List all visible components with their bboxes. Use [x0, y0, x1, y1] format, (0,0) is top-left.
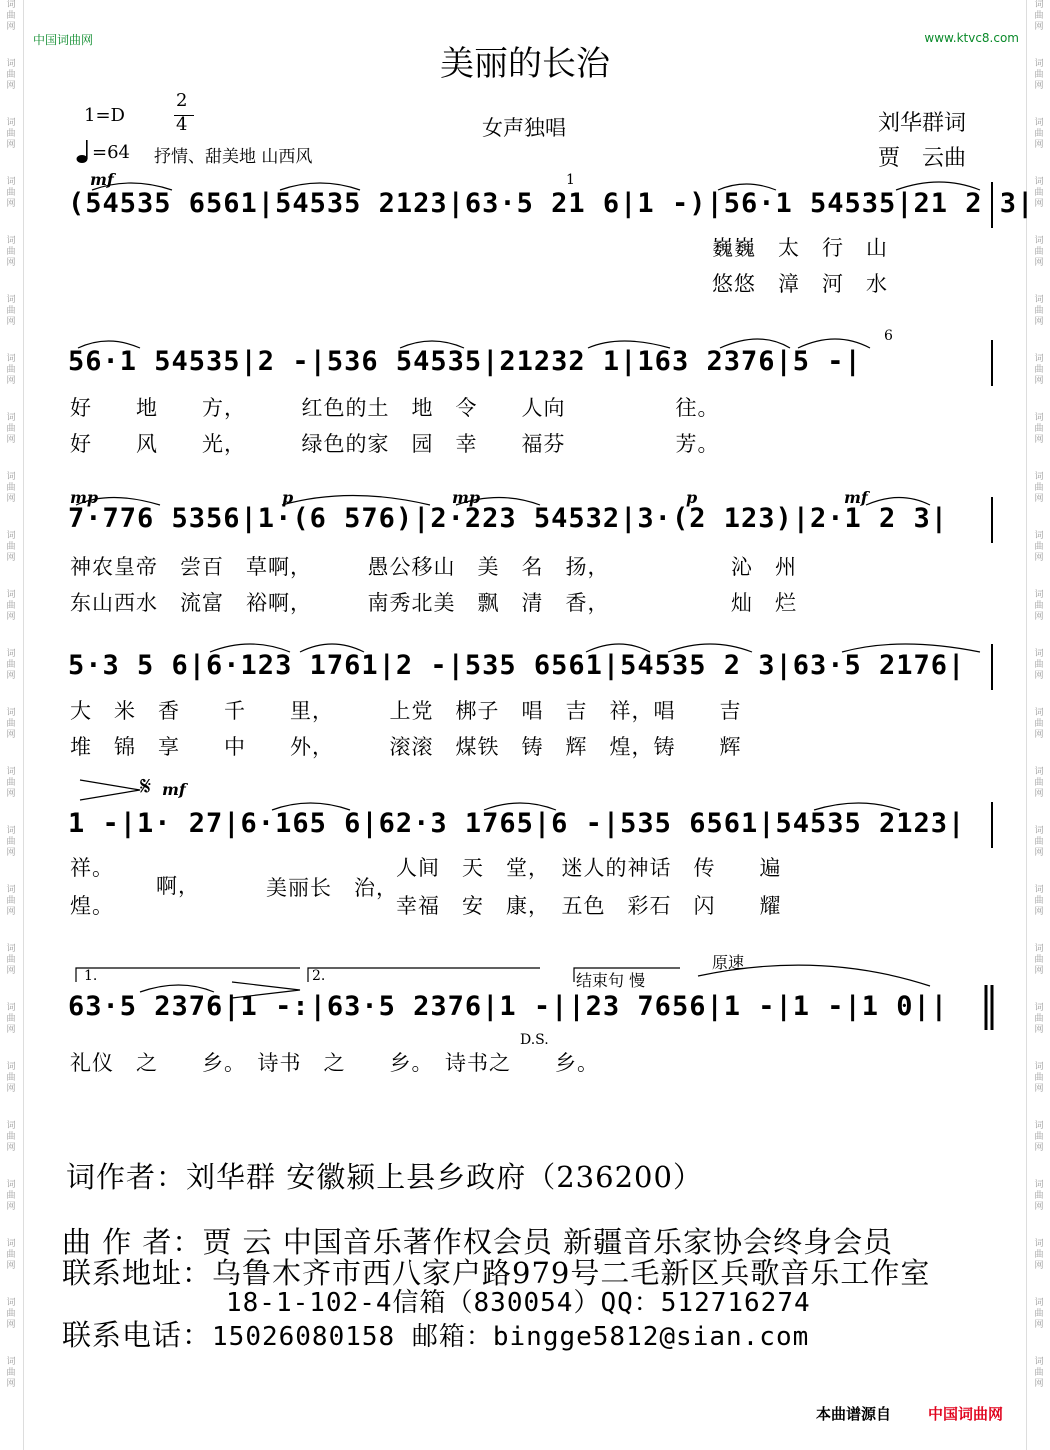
watermark-glyph: 词 曲 网 [6, 708, 16, 740]
notes-line-2: 56·1 54535|2 -|536 54535|21232 1|163 2376|5 -| [68, 346, 862, 377]
lyric-verse-1: 巍巍 太 行 山 [712, 236, 888, 260]
style-marking: 抒情、甜美地 山西风 [154, 147, 313, 167]
performance-type: 女声独唱 [482, 116, 566, 140]
lyric-verse-2: 东山西水 流富 裕啊， 南秀北美 飘 清 香， 灿 烂 [70, 591, 797, 615]
segno-icon: 𝄋 [140, 772, 152, 802]
tempo-marking: =64 [92, 142, 130, 163]
lyric-verse-2: 堆 锦 享 中 外， 滚滚 煤铁 铸 辉 煌，铸 辉 [70, 735, 742, 759]
watermark-glyph: 词 曲 网 [6, 472, 16, 504]
dynamic-mark: p [282, 488, 294, 507]
source-label: 本曲谱源自 [816, 1405, 892, 1423]
lyricist-info: 刘华群 安徽颍上县乡政府（236200） [186, 1160, 703, 1194]
notes-line-6: 63·5 2376|1 -:|63·5 2376|1 -||23 7656|1 -|1 -|1 0|| [68, 991, 949, 1022]
watermark-glyph: 词 曲 网 [1034, 59, 1044, 91]
watermark-glyph: 词 曲 网 [6, 354, 16, 386]
watermark-glyph: 词 曲 网 [1034, 885, 1044, 917]
watermark-glyph: 词 曲 网 [1034, 0, 1044, 32]
lyric-refrain-changzhi: 美丽长 治， [266, 876, 398, 900]
watermark-glyph: 词 曲 网 [6, 1239, 16, 1271]
watermark-glyph: 词 曲 网 [1034, 944, 1044, 976]
quarter-note-icon [76, 140, 90, 168]
ending-phrase-mark: 结束句 慢 [576, 971, 646, 990]
lyric-line-6: 礼仪 之 乡。 诗书 之 乡。 诗书之 乡。 [70, 1051, 599, 1075]
site-link-right[interactable]: www.ktvc8.com [924, 31, 1019, 45]
lyric-verse-1: 大 米 香 千 里， 上党 梆子 唱 吉 祥，唱 吉 [70, 699, 742, 723]
watermark-glyph: 词 曲 网 [6, 826, 16, 858]
composer-credit: 贾 云曲 [878, 146, 967, 171]
composer-label: 曲 作 者： [62, 1225, 203, 1259]
watermark-glyph: 词 曲 网 [1034, 354, 1044, 386]
watermark-glyph: 词 曲 网 [1034, 531, 1044, 563]
watermark-glyph: 词 曲 网 [6, 1180, 16, 1212]
song-title: 美丽的长治 [440, 44, 610, 84]
grace-note-mark: 6 [884, 328, 893, 344]
composer-info: 贾 云 中国音乐著作权会员 新疆音乐家协会终身会员 [202, 1225, 894, 1259]
dal-segno-mark: D.S. [520, 1032, 549, 1048]
watermark-glyph: 词 曲 网 [6, 0, 16, 32]
volta-2-label: 2. [312, 968, 326, 984]
address-label: 联系地址： [62, 1256, 213, 1290]
watermark-glyph: 词 曲 网 [6, 1062, 16, 1094]
lyricist-info-row [66, 1155, 703, 1196]
watermark-glyph: 词 曲 网 [6, 59, 16, 91]
lyric-verse-1: 人间 天 堂， 迷人的神话 传 遍 [396, 856, 782, 880]
lyric-verse-2: 煌。 [70, 894, 114, 918]
watermark-glyph: 词 曲 网 [1034, 295, 1044, 327]
phone-label: 联系电话： [62, 1318, 213, 1352]
watermark-glyph: 词 曲 网 [1034, 649, 1044, 681]
watermark-glyph: 词 曲 网 [6, 1357, 16, 1389]
lyric-verse-1: 好 地 方， 红色的土 地 令 人向 往。 [70, 396, 720, 420]
grace-note-mark: 1 [566, 172, 575, 188]
lyricist-credit: 刘华群词 [878, 111, 967, 136]
watermark-glyph: 词 曲 网 [6, 1003, 16, 1035]
lyric-refrain-ah: 啊， [156, 874, 200, 898]
lyric-verse-2: 悠悠 漳 河 水 [712, 272, 888, 296]
lyric-verse-1: 神农皇帝 尝百 草啊， 愚公移山 美 名 扬， 沁 州 [70, 555, 797, 579]
notes-line-1: (54535 6561|54535 2123|63·5 21 6|1 -)|56·1 54535|21 2 3| [68, 188, 1035, 219]
watermark-glyph: 词 曲 网 [1034, 1062, 1044, 1094]
time-signature-top: 2 [176, 90, 188, 111]
time-signature-bottom: 4 [176, 114, 188, 135]
watermark-glyph: 词 曲 网 [1034, 767, 1044, 799]
lyric-verse-1: 祥。 [70, 856, 114, 880]
watermark-glyph: 词 曲 网 [6, 649, 16, 681]
lyric-verse-2: 好 风 光， 绿色的家 园 幸 福芬 芳。 [70, 432, 720, 456]
key-signature: 1=D [84, 105, 125, 126]
watermark-glyph: 词 曲 网 [6, 413, 16, 445]
watermark-glyph: 词 曲 网 [6, 885, 16, 917]
watermark-glyph: 词 曲 网 [6, 1121, 16, 1153]
watermark-glyph: 词 曲 网 [6, 295, 16, 327]
notes-line-4: 5·3 5 6|6·123 1761|2 -|535 6561|54535 2 3|63·5 2176| [68, 650, 966, 681]
notes-line-5: 1 -|1· 27|6·165 6|62·3 1765|6 -|535 6561|54535 2123| [68, 808, 966, 839]
watermark-glyph: 词 曲 网 [1034, 1357, 1044, 1389]
watermark-glyph: 词 曲 网 [1034, 1003, 1044, 1035]
phone-info[interactable]: 15026080158 邮箱：bingge5812@sian.com [212, 1322, 810, 1352]
lyricist-label: 词作者： [66, 1160, 187, 1194]
watermark-glyph: 词 曲 网 [6, 767, 16, 799]
source-site-link[interactable]: 中国词曲网 [928, 1405, 1004, 1423]
left-watermark [0, 0, 22, 1450]
address-line-2: 18-1-102-4信箱（830054）QQ：512716274 [226, 1288, 811, 1318]
dynamic-mark: mf [90, 170, 114, 189]
watermark-glyph: 词 曲 网 [1034, 413, 1044, 445]
watermark-glyph: 词 曲 网 [1034, 1298, 1044, 1330]
watermark-glyph: 词 曲 网 [6, 531, 16, 563]
phone-row [62, 1313, 809, 1354]
watermark-glyph: 词 曲 网 [1034, 118, 1044, 150]
dynamic-mark: mf [162, 780, 186, 799]
dynamic-mark: mp [70, 488, 99, 507]
watermark-glyph: 词 曲 网 [6, 118, 16, 150]
watermark-glyph: 词 曲 网 [1034, 1239, 1044, 1271]
dynamic-mark: mf [844, 488, 868, 507]
watermark-glyph: 词 曲 网 [1034, 708, 1044, 740]
watermark-glyph: 词 曲 网 [1034, 1180, 1044, 1212]
dynamic-mark: mp [452, 488, 481, 507]
watermark-glyph: 词 曲 网 [6, 944, 16, 976]
watermark-glyph: 词 曲 网 [1034, 177, 1044, 209]
watermark-glyph: 词 曲 网 [1034, 236, 1044, 268]
site-link-left[interactable]: 中国词曲网 [33, 33, 94, 47]
left-margin-line [23, 0, 24, 1450]
watermark-glyph: 词 曲 网 [6, 1298, 16, 1330]
watermark-glyph: 词 曲 网 [1034, 1121, 1044, 1153]
address-line-1: 乌鲁木齐市西八家户路979号二毛新区兵歌音乐工作室 [212, 1256, 931, 1290]
watermark-glyph: 词 曲 网 [6, 236, 16, 268]
lyric-verse-2: 幸福 安 康， 五色 彩石 闪 耀 [396, 894, 782, 918]
watermark-glyph: 词 曲 网 [1034, 826, 1044, 858]
dynamic-mark: p [686, 488, 698, 507]
watermark-glyph: 词 曲 网 [6, 590, 16, 622]
volta-1-label: 1. [84, 968, 98, 984]
tempo-primo-mark: 原速 [712, 953, 745, 972]
notes-line-3: 7·776 5356|1·(6 576)|2·223 54532|3·(2 123)|2·1 2 3| [68, 503, 949, 534]
watermark-glyph: 词 曲 网 [6, 177, 16, 209]
watermark-glyph: 词 曲 网 [1034, 472, 1044, 504]
watermark-glyph: 词 曲 网 [1034, 590, 1044, 622]
